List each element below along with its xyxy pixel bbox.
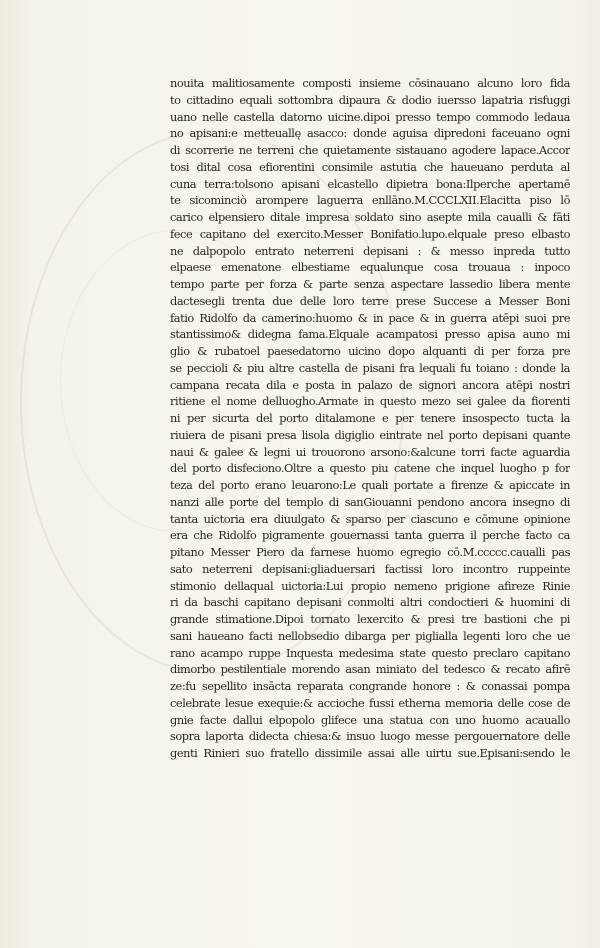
text-line: cuna terra:tolsono apisani elcastello dipietra bona:Ilperche apertamē — [170, 176, 570, 191]
text-line: pitano Messer Piero da farnese huomo egregio cō.M.ccccc.caualli pas — [170, 545, 570, 559]
text-line: ri da baschi capitano depisani conmolti altri condoctieri & huomini di — [170, 595, 570, 610]
text-line: dimorbo pestilentiale morendo asan miniato del tedesco & recato afirē — [170, 662, 570, 677]
text-line: stimonio dellaqual uictoria:Lui propio nemeno prigione afireze Rinie — [170, 578, 570, 593]
text-line: nouita malitiosamente composti insieme cōsinauano alcuno loro fida — [170, 76, 570, 90]
text-line: tanta uictoria era diuulgato & sparso per ciascuno e cōmune opinione — [170, 511, 570, 526]
text-line: tosi dital cosa efiorentini consimile astutia che haueuano perduta al — [170, 159, 570, 174]
text-line: rano acampo ruppe Inquesta medesima state questo preclaro capitano — [170, 645, 570, 660]
text-line: naui & galee & legni ui trouorono arsono:&alcune torri facte aguardia — [170, 444, 570, 459]
text-line: celebrate lesue exequie:& accioche fussi etherna memoria delle cose de — [170, 695, 570, 710]
text-line: nanzi alle porte del templo di sanGiouanni pendono ancora insegno di — [170, 494, 570, 509]
text-line: fece capitano del exercito.Messer Bonifatio.lupo.elquale preso elbasto — [170, 226, 570, 241]
text-line: riuiera de pisani presa lisola digiglio eintrate nel porto depisani quante — [170, 427, 570, 442]
text-line: glio & rubatoel paesedatorno uicino dopo alquanti di per forza pre — [170, 344, 570, 358]
text-line: elpaese emenatone elbestiame equalunque cosa trouaua : inpoco — [170, 260, 570, 275]
text-line: genti Rinieri suo fratello dissimile assai alle uirtu sue.Episani:sendo le — [170, 746, 570, 760]
text-line: grande stimatione.Dipoi tornato lexercito & presi tre bastioni che pi — [170, 612, 570, 626]
text-line: uano nelle castella datorno uicine.dipoi presso tempo commodo ledaua — [170, 109, 570, 124]
text-line: dactesegli trenta due delle loro terre prese Succese a Messer Boni — [170, 293, 570, 308]
text-line: se peccioli & piu altre castella de pisani fra lequali fu toiano : donde la — [170, 360, 570, 375]
text-line: ne dalpopolo entrato neterreni depisani : & messo inpreda tutto — [170, 243, 570, 258]
text-line: ritiene el nome delluogho.Armate in questo mezo sei galee da fiorenti — [170, 394, 570, 409]
text-line: di scorrerie ne terreni che quietamente sistauano agodere lapace.Accor — [170, 143, 570, 157]
text-line: sani haueano facti nellobsedio dibarga per piglialla legenti loro che ue — [170, 628, 570, 643]
text-line: tempo parte per forza & parte senza aspectare lassedio libera mente — [170, 277, 570, 291]
text-line: sopra laporta didecta chiesa:& insuo luogo messe pergouernatore delle — [170, 729, 570, 744]
text-line: stantissimo& didegna fama.Elquale acampatosi presso apisa auno mi — [170, 327, 570, 342]
text-block — [170, 75, 570, 762]
text-line: ze:fu sepellito insācta reparata congrande honore : & conassai pompa — [170, 679, 570, 693]
text-line: fatio Ridolfo da camerino:huomo & in pace & in guerra atēpi suoi pre — [170, 310, 570, 325]
text-line: to cittadino equali sottombra dipaura & dodio iuersso lapatria risfuggi — [170, 92, 570, 107]
text-line: campana recata dila e posta in palazo de signori ancora atēpi nostri — [170, 377, 570, 392]
text-line: no apisani:e metteuallę asacco: donde aguisa dipredoni faceuano ogni — [170, 126, 570, 141]
text-line: te sicominciò arompere laguerra enllāno.M.CCCLXII.Elacitta piso lō — [170, 193, 570, 208]
text-line: del porto disfeciono.Oltre a questo piu catene che inquel luogho p for — [170, 461, 570, 476]
text-line: carico elpensiero ditale impresa soldato sino asepte mila caualli & fāti — [170, 210, 570, 224]
text-line: ni per sicurta del porto ditalamone e per tenere insospecto tucta la — [170, 411, 570, 425]
text-line: teza del porto erano leuarono:Le quali portate a firenze & apiccate in — [170, 478, 570, 492]
text-line: sato neterreni depisani:gliaduersari factissi loro incontro ruppeinte — [170, 561, 570, 576]
text-line: era che Ridolfo pigramente gouernassi tanta guerra il perche facto ca — [170, 528, 570, 543]
text-line: gnie facte dallui elpopolo glifece una statua con uno huomo acauallo — [170, 712, 570, 727]
